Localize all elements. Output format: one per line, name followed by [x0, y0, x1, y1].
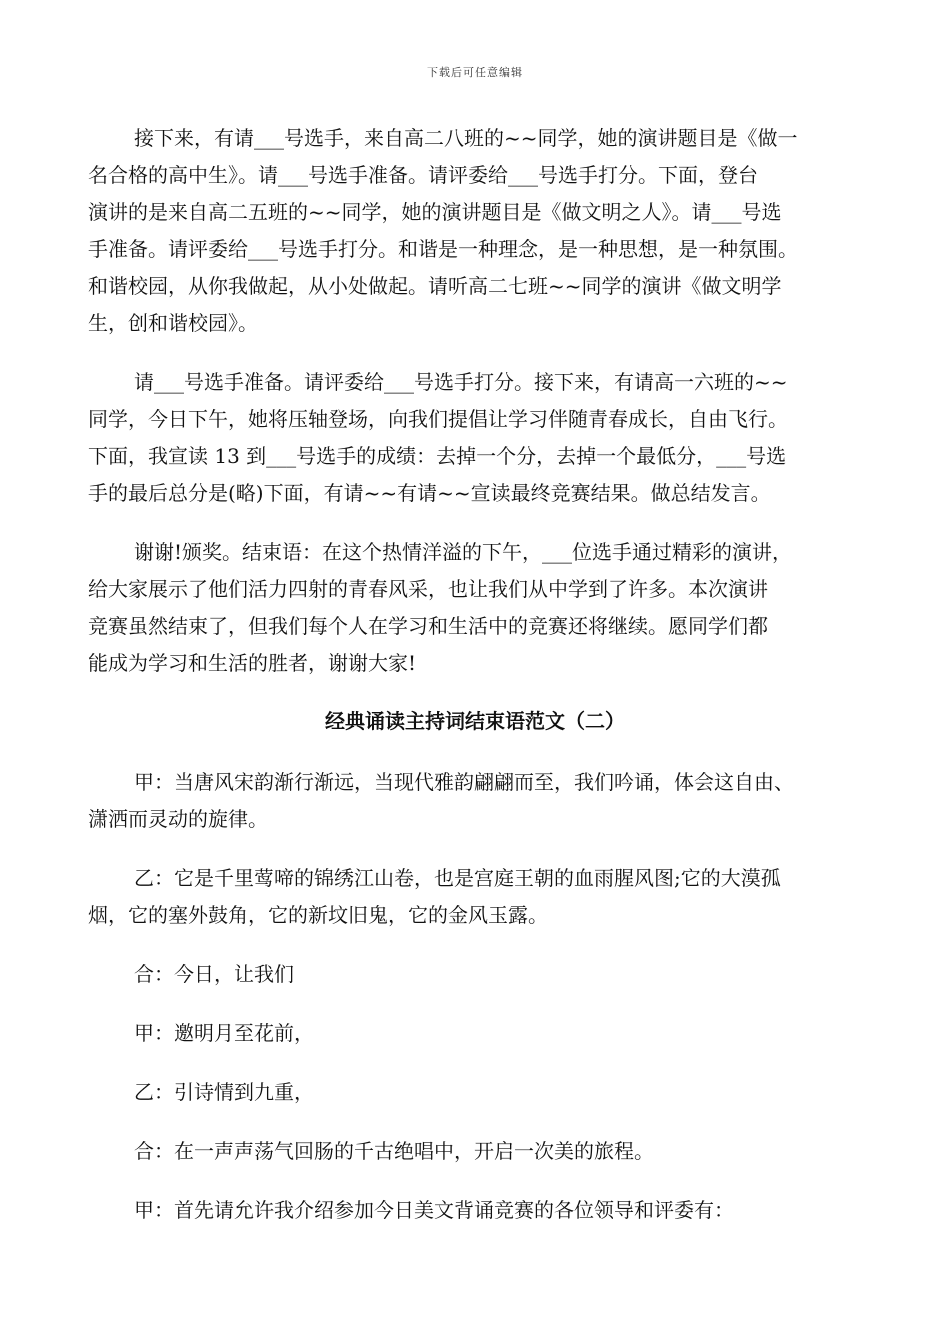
stanza-line-5: 甲：首先请允许我介绍参加今日美文背诵竞赛的各位领导和评委有： [134, 1198, 734, 1222]
paragraph-4-line-1: 甲：当唐风宋韵渐行渐远，当现代雅韵翩翩而至，我们吟诵，体会这自由、 [134, 770, 794, 794]
paragraph-3-line-4: 能成为学习和生活的胜者，谢谢大家! [88, 651, 417, 675]
paragraph-1-line-3: 演讲的是来自高二五班的~~同学，她的演讲题目是《做文明之人》。请___号选 [88, 200, 782, 224]
header-note: 下载后可任意编辑 [427, 66, 523, 79]
paragraph-1-line-5: 和谐校园，从你我做起，从小处做起。请听高二七班~~同学的演讲《做文明学 [88, 274, 782, 298]
stanza-line-3: 乙：引诗情到九重， [134, 1080, 314, 1104]
paragraph-3-line-3: 竞赛虽然结束了，但我们每个人在学习和生活中的竞赛还将继续。愿同学们都 [88, 614, 768, 638]
stanza-line-4: 合：在一声声荡气回肠的千古绝唱中，开启一次美的旅程。 [134, 1139, 654, 1163]
section-title: 经典诵读主持词结束语范文（二） [325, 709, 625, 733]
paragraph-2-line-4: 手的最后总分是(略)下面，有请~~有请~~宣读最终竞赛结果。做总结发言。 [88, 481, 771, 505]
paragraph-5-line-1: 乙：它是千里莺啼的锦绣江山卷，也是宫庭王朝的血雨腥风图;它的大漠孤 [134, 866, 781, 890]
paragraph-2-line-2: 同学，今日下午，她将压轴登场，向我们提倡让学习伴随青春成长，自由飞行。 [88, 407, 788, 431]
paragraph-1-line-2: 名合格的高中生》。请___号选手准备。请评委给___号选手打分。下面，登台 [88, 163, 758, 187]
paragraph-1-line-4: 手准备。请评委给___号选手打分。和谐是一种理念，是一种思想，是一种氛围。 [88, 237, 798, 261]
stanza-line-1: 合：今日，让我们 [134, 962, 294, 986]
paragraph-3-line-1: 谢谢!颁奖。结束语：在这个热情洋溢的下午，___位选手通过精彩的演讲， [134, 540, 793, 564]
paragraph-5-line-2: 烟，它的塞外鼓角，它的新坟旧鬼，它的金风玉露。 [88, 903, 548, 927]
paragraph-2-line-1: 请___号选手准备。请评委给___号选手打分。接下来，有请高一六班的~~ [134, 370, 788, 394]
stanza-line-2: 甲：邀明月至花前， [134, 1021, 314, 1045]
paragraph-4-line-2: 潇洒而灵动的旋律。 [88, 807, 268, 831]
paragraph-3-line-2: 给大家展示了他们活力四射的青春风采，也让我们从中学到了许多。本次演讲 [88, 577, 768, 601]
paragraph-1-line-6: 生，创和谐校园》。 [88, 311, 258, 335]
paragraph-2-line-3: 下面，我宣读 13 到___号选手的成绩：去掉一个分，去掉一个最低分，___号选 [88, 444, 787, 468]
paragraph-1-line-1: 接下来，有请___号选手，来自高二八班的~~同学，她的演讲题目是《做一 [134, 126, 798, 150]
